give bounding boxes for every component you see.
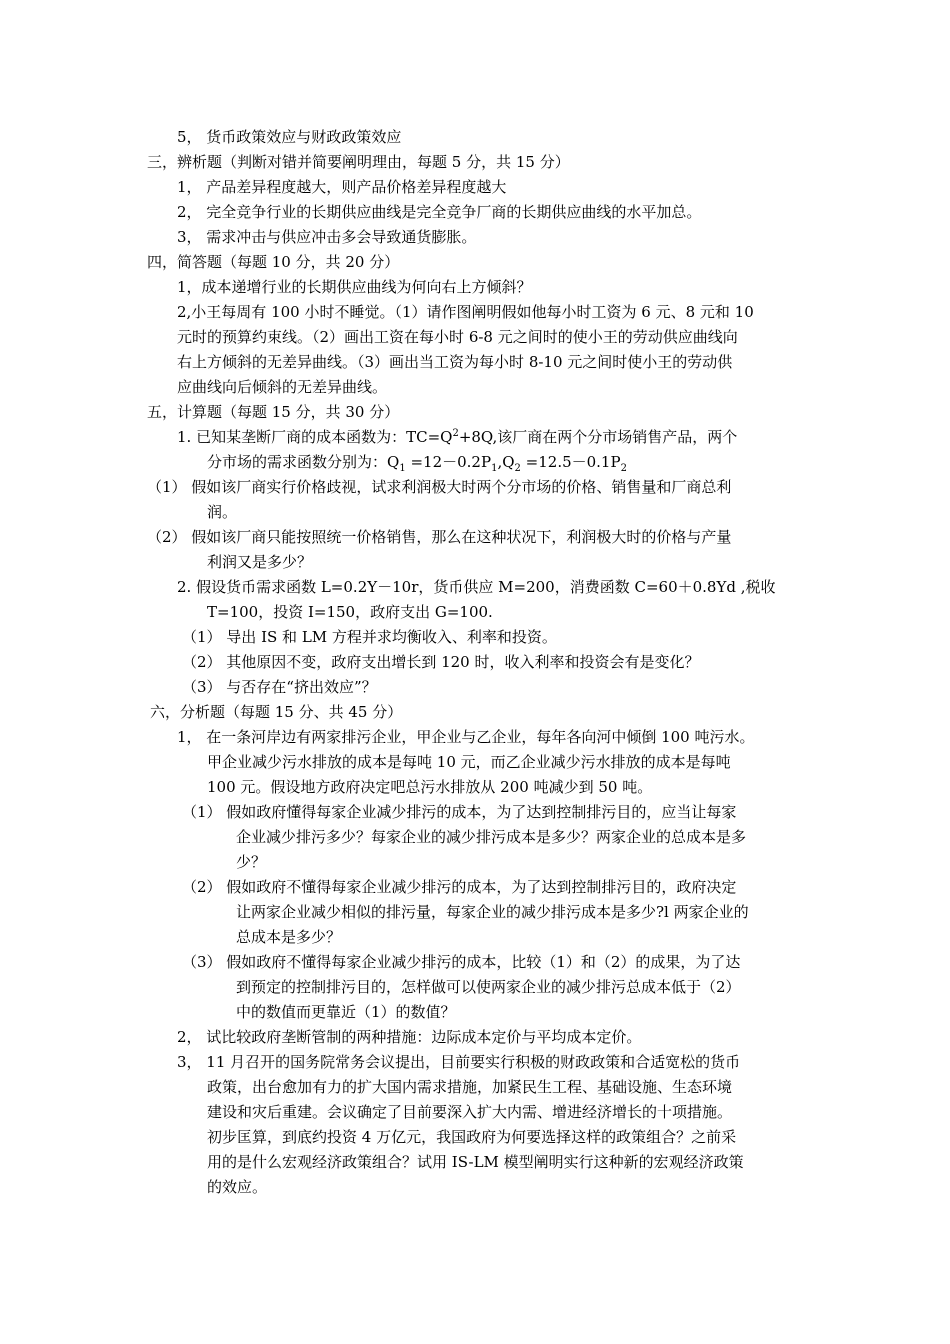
section5-heading: 五，计算题（每题 15 分，共 30 分） [147, 403, 400, 421]
section6-q1-sub3-line2: 到预定的控制排污目的，怎样做可以使两家企业的减少排污总成本低于（2） [236, 978, 741, 996]
section6-q3-line6: 的效应。 [207, 1178, 268, 1196]
section4-item-2-line2: 元时的预算约束线。（2）画出工资在每小时 6-8 元之间时的使小王的劳动供应曲线向 [177, 328, 738, 346]
section6-q1-line2: 甲企业减少污水排放的成本是每吨 10 元，而乙企业减少污水排放的成本是每吨 [207, 753, 731, 771]
section5-q2-line2: T=100，投资 I=150，政府支出 G=100. [207, 603, 493, 621]
section6-q1-line3: 100 元。假设地方政府决定吧总污水排放从 200 吨减少到 50 吨。 [207, 778, 653, 796]
section5-q2-sub3: （3） 与否存在“挤出效应”？ [182, 678, 377, 696]
section5-q1-sub2-line1: （2） 假如该厂商只能按照统一价格销售，那么在这种状况下，利润极大时的价格与产量 [147, 528, 732, 546]
section5-q1-line1: 1. 已知某垄断厂商的成本函数为：$TC=Q^2+8Q$,该厂商在两个分市场销售产品，两个 [177, 428, 738, 446]
section4-heading: 四，简答题（每题 10 分，共 20 分） [147, 253, 400, 271]
section6-heading: 六，分析题（每题 15 分、共 45 分） [150, 703, 403, 721]
section4-item-2-line3: 右上方倾斜的无差异曲线。（3）画出当工资为每小时 8-10 元之间时使小王的劳动供 [177, 353, 733, 371]
section6-q1-sub1-line3: 少？ [236, 853, 267, 871]
section6-q1-sub2-line1: （2） 假如政府不懂得每家企业减少排污的成本，为了达到控制排污目的，政府决定 [182, 878, 737, 896]
section5-q1-line2: 分市场的需求函数分别为：$Q_1 =12-0.2P_1,Q_2 =12.5-0.1P_2$ [207, 453, 627, 474]
section3-heading: 三，辨析题（判断对错并简要阐明理由，每题 5 分，共 15 分） [147, 153, 570, 171]
section6-q1-sub3-line1: （3） 假如政府不懂得每家企业减少排污的成本，比较（1）和（2）的成果，为了达 [182, 953, 741, 971]
section6-q2: 2， 试比较政府垄断管制的两种措施：边际成本定价与平均成本定价。 [177, 1028, 642, 1046]
section3-item-2: 2， 完全竞争行业的长期供应曲线是完全竞争厂商的长期供应曲线的水平加总。 [177, 203, 702, 221]
section5-q1-sub1-line2: 润。 [207, 503, 238, 521]
section6-q1-sub2-line3: 总成本是多少？ [236, 928, 342, 946]
section3-item-1: 1， 产品差异程度越大，则产品价格差异程度越大 [177, 178, 507, 196]
section5-q2-sub2: （2） 其他原因不变，政府支出增长到 120 时，收入利率和投资会有是变化？ [182, 653, 700, 671]
section6-q1-sub1-line2: 企业减少排污多少？每家企业的减少排污成本是多少？两家企业的总成本是多 [236, 828, 747, 846]
section4-item-1: 1，成本递增行业的长期供应曲线为何向右上方倾斜？ [177, 278, 532, 296]
section5-q1-sub1-line1: （1） 假如该厂商实行价格歧视，试求利润极大时两个分市场的价格、销售量和厂商总利 [147, 478, 732, 496]
section6-q1-line1: 1， 在一条河岸边有两家排污企业，甲企业与乙企业，每年各向河中倾倒 100 吨污水。 [177, 728, 755, 746]
section5-q1-sub2-line2: 利润又是多少？ [207, 553, 313, 571]
section6-q3-line5: 用的是什么宏观经济政策组合？试用 IS-LM 模型阐明实行这种新的宏观经济政策 [207, 1153, 744, 1171]
section5-q2-sub1: （1） 导出 IS 和 LM 方程并求均衡收入、利率和投资。 [182, 628, 557, 646]
section6-q3-line2: 政策，出台愈加有力的扩大国内需求措施，加紧民生工程、基础设施、生态环境 [207, 1078, 733, 1096]
section5-q2-line1: 2. 假设货币需求函数 L=0.2Y－10r，货币供应 M=200，消费函数 C=60＋0.8Yd ,税收 [177, 578, 776, 596]
section6-q1-sub1-line1: （1） 假如政府懂得每家企业减少排污的成本，为了达到控制排污目的，应当让每家 [182, 803, 737, 821]
section2-item-5: 5， 货币政策效应与财政政策效应 [177, 128, 402, 146]
section4-item-2-line1: 2,小王每周有 100 小时不睡觉。（1）请作图阐明假如他每小时工资为 6 元、8 元和 10 [177, 303, 754, 321]
section6-q3-line3: 建设和灾后重建。会议确定了目前要深入扩大内需、增进经济增长的十项措施。 [207, 1103, 733, 1121]
section6-q3-line4: 初步匡算，到底约投资 4 万亿元，我国政府为何要选择这样的政策组合？之前采 [207, 1128, 737, 1146]
section4-item-2-line4: 应曲线向后倾斜的无差异曲线。 [177, 378, 388, 396]
section6-q1-sub3-line3: 中的数值而更靠近（1）的数值？ [236, 1003, 456, 1021]
section3-item-3: 3， 需求冲击与供应冲击多会导致通货膨胀。 [177, 228, 477, 246]
section6-q1-sub2-line2: 让两家企业减少相似的排污量，每家企业的减少排污成本是多少?l 两家企业的 [236, 903, 749, 921]
section6-q3-line1: 3， 11 月召开的国务院常务会议提出，目前要实行积极的财政政策和合适宽松的货币 [177, 1053, 741, 1071]
